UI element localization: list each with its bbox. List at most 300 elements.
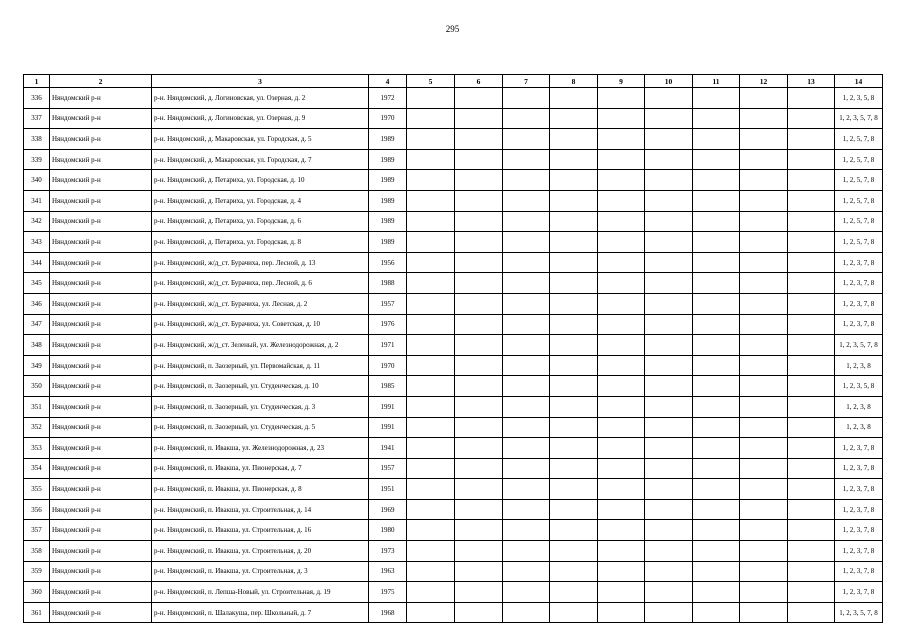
empty-cell (407, 273, 455, 294)
empty-cell (598, 108, 645, 129)
table-row (24, 561, 883, 582)
empty-cell (740, 396, 788, 417)
empty-cell (645, 252, 693, 273)
address-cell: р-н. Няндомский, п. Ивакша, ул. Строительная, д. 14 (152, 499, 369, 520)
empty-cell (645, 520, 693, 541)
empty-cell (693, 355, 740, 376)
empty-cell (407, 355, 455, 376)
empty-cell (645, 561, 693, 582)
empty-cell (550, 129, 598, 150)
empty-cell (788, 293, 835, 314)
empty-cell (788, 520, 835, 541)
empty-cell (503, 335, 550, 356)
empty-cell (407, 561, 455, 582)
empty-cell (550, 211, 598, 232)
empty-cell (455, 293, 503, 314)
district-cell: Няндомский р-н (50, 438, 152, 459)
empty-cell (503, 108, 550, 129)
empty-cell (693, 602, 740, 623)
year-cell: 1988 (369, 273, 407, 294)
empty-cell (788, 211, 835, 232)
empty-cell (788, 396, 835, 417)
table-row (24, 232, 883, 253)
empty-cell (693, 232, 740, 253)
empty-cell (598, 396, 645, 417)
empty-cell (693, 417, 740, 438)
row-number-cell: 361 (24, 602, 50, 623)
empty-cell (740, 479, 788, 500)
column-header: 12 (740, 75, 788, 88)
year-cell: 1989 (369, 170, 407, 191)
empty-cell (455, 273, 503, 294)
table-row (24, 273, 883, 294)
district-cell: Няндомский р-н (50, 129, 152, 150)
empty-cell (550, 88, 598, 109)
empty-cell (693, 541, 740, 562)
empty-cell (788, 88, 835, 109)
address-cell: р-н. Няндомский, п. Заозерный, ул. Первомайская, д. 11 (152, 355, 369, 376)
address-cell: р-н. Няндомский, д. Макаровская, ул. Городская, д. 7 (152, 149, 369, 170)
empty-cell (550, 561, 598, 582)
empty-cell (598, 541, 645, 562)
empty-cell (407, 232, 455, 253)
empty-cell (503, 190, 550, 211)
empty-cell (455, 170, 503, 191)
codes-cell: 1, 2, 3, 7, 8 (835, 582, 883, 603)
address-cell: р-н. Няндомский, д. Петариха, ул. Городская, д. 6 (152, 211, 369, 232)
codes-cell: 1, 2, 5, 7, 8 (835, 129, 883, 150)
empty-cell (550, 520, 598, 541)
district-cell: Няндомский р-н (50, 108, 152, 129)
empty-cell (645, 232, 693, 253)
empty-cell (503, 458, 550, 479)
table-row (24, 88, 883, 109)
empty-cell (788, 582, 835, 603)
table-row (24, 149, 883, 170)
address-cell: р-н. Няндомский, д. Петариха, ул. Городская, д. 4 (152, 190, 369, 211)
codes-cell: 1, 2, 3, 5, 7, 8 (835, 602, 883, 623)
year-cell: 1989 (369, 211, 407, 232)
empty-cell (693, 396, 740, 417)
empty-cell (598, 314, 645, 335)
row-number-cell: 350 (24, 376, 50, 397)
empty-cell (598, 602, 645, 623)
column-header: 3 (152, 75, 369, 88)
row-number-cell: 354 (24, 458, 50, 479)
row-number-cell: 340 (24, 170, 50, 191)
year-cell: 1991 (369, 396, 407, 417)
empty-cell (645, 396, 693, 417)
empty-cell (550, 355, 598, 376)
district-cell: Няндомский р-н (50, 499, 152, 520)
empty-cell (407, 170, 455, 191)
empty-cell (455, 108, 503, 129)
district-cell: Няндомский р-н (50, 211, 152, 232)
year-cell: 1969 (369, 499, 407, 520)
empty-cell (407, 293, 455, 314)
empty-cell (740, 88, 788, 109)
district-cell: Няндомский р-н (50, 479, 152, 500)
column-header: 6 (455, 75, 503, 88)
codes-cell: 1, 2, 3, 7, 8 (835, 458, 883, 479)
empty-cell (598, 293, 645, 314)
empty-cell (407, 520, 455, 541)
district-cell: Няндомский р-н (50, 541, 152, 562)
table-row (24, 108, 883, 129)
row-number-cell: 357 (24, 520, 50, 541)
empty-cell (598, 376, 645, 397)
empty-cell (598, 458, 645, 479)
empty-cell (645, 541, 693, 562)
empty-cell (407, 211, 455, 232)
empty-cell (455, 479, 503, 500)
empty-cell (407, 376, 455, 397)
table-row (24, 602, 883, 623)
empty-cell (788, 149, 835, 170)
empty-cell (598, 479, 645, 500)
address-cell: р-н. Няндомский, п. Заозерный, ул. Студенческая, д. 10 (152, 376, 369, 397)
empty-cell (645, 211, 693, 232)
empty-cell (550, 582, 598, 603)
table-row (24, 520, 883, 541)
column-header: 13 (788, 75, 835, 88)
empty-cell (598, 561, 645, 582)
codes-cell: 1, 2, 3, 7, 8 (835, 499, 883, 520)
empty-cell (645, 149, 693, 170)
district-cell: Няндомский р-н (50, 355, 152, 376)
empty-cell (740, 314, 788, 335)
address-cell: р-н. Няндомский, д. Петариха, ул. Городская, д. 8 (152, 232, 369, 253)
empty-cell (740, 293, 788, 314)
address-cell: р-н. Няндомский, п. Заозерный, ул. Студенческая, д. 5 (152, 417, 369, 438)
empty-cell (788, 108, 835, 129)
empty-cell (598, 520, 645, 541)
year-cell: 1989 (369, 149, 407, 170)
empty-cell (550, 376, 598, 397)
column-header: 9 (598, 75, 645, 88)
empty-cell (407, 396, 455, 417)
empty-cell (645, 438, 693, 459)
district-cell: Няндомский р-н (50, 190, 152, 211)
codes-cell: 1, 2, 3, 7, 8 (835, 479, 883, 500)
empty-cell (598, 232, 645, 253)
empty-cell (693, 129, 740, 150)
empty-cell (455, 396, 503, 417)
codes-cell: 1, 2, 3, 7, 8 (835, 541, 883, 562)
table-row (24, 355, 883, 376)
address-cell: р-н. Няндомский, ж/д_ст. Зеленый, ул. Железнодорожная, д. 2 (152, 335, 369, 356)
empty-cell (503, 149, 550, 170)
empty-cell (455, 211, 503, 232)
row-number-cell: 347 (24, 314, 50, 335)
empty-cell (407, 149, 455, 170)
empty-cell (788, 541, 835, 562)
empty-cell (693, 170, 740, 191)
empty-cell (550, 273, 598, 294)
empty-cell (598, 273, 645, 294)
header-row (24, 75, 883, 88)
empty-cell (455, 561, 503, 582)
district-cell: Няндомский р-н (50, 376, 152, 397)
empty-cell (407, 314, 455, 335)
column-header: 5 (407, 75, 455, 88)
empty-cell (550, 232, 598, 253)
empty-cell (503, 314, 550, 335)
empty-cell (598, 355, 645, 376)
codes-cell: 1, 2, 5, 7, 8 (835, 190, 883, 211)
empty-cell (407, 602, 455, 623)
district-cell: Няндомский р-н (50, 232, 152, 253)
district-cell: Няндомский р-н (50, 314, 152, 335)
empty-cell (503, 479, 550, 500)
empty-cell (598, 149, 645, 170)
address-cell: р-н. Няндомский, ж/д_ст. Бурачиха, ул. Советская, д. 10 (152, 314, 369, 335)
empty-cell (645, 190, 693, 211)
empty-cell (693, 479, 740, 500)
empty-cell (407, 335, 455, 356)
empty-cell (740, 541, 788, 562)
table-row (24, 170, 883, 191)
empty-cell (550, 479, 598, 500)
district-cell: Няндомский р-н (50, 561, 152, 582)
address-cell: р-н. Няндомский, д. Логиновская, ул. Озерная, д. 9 (152, 108, 369, 129)
empty-cell (503, 232, 550, 253)
table-row (24, 417, 883, 438)
empty-cell (598, 190, 645, 211)
row-number-cell: 348 (24, 335, 50, 356)
empty-cell (645, 376, 693, 397)
row-number-cell: 359 (24, 561, 50, 582)
empty-cell (598, 499, 645, 520)
empty-cell (550, 314, 598, 335)
empty-cell (645, 88, 693, 109)
empty-cell (693, 190, 740, 211)
row-number-cell: 360 (24, 582, 50, 603)
empty-cell (503, 396, 550, 417)
codes-cell: 1, 2, 3, 7, 8 (835, 314, 883, 335)
empty-cell (503, 417, 550, 438)
empty-cell (455, 129, 503, 150)
empty-cell (550, 170, 598, 191)
year-cell: 1970 (369, 355, 407, 376)
codes-cell: 1, 2, 3, 8 (835, 417, 883, 438)
district-cell: Няндомский р-н (50, 273, 152, 294)
empty-cell (407, 252, 455, 273)
empty-cell (693, 252, 740, 273)
empty-cell (740, 376, 788, 397)
empty-cell (740, 438, 788, 459)
row-number-cell: 339 (24, 149, 50, 170)
district-cell: Няндомский р-н (50, 88, 152, 109)
district-cell: Няндомский р-н (50, 293, 152, 314)
empty-cell (503, 252, 550, 273)
column-header: 2 (50, 75, 152, 88)
table-row (24, 499, 883, 520)
empty-cell (788, 438, 835, 459)
empty-cell (740, 520, 788, 541)
address-cell: р-н. Няндомский, ж/д_ст. Бурачиха, ул. Лесная, д. 2 (152, 293, 369, 314)
empty-cell (407, 438, 455, 459)
empty-cell (693, 211, 740, 232)
table-row (24, 458, 883, 479)
empty-cell (407, 458, 455, 479)
address-cell: р-н. Няндомский, д. Логиновская, ул. Озерная, д. 2 (152, 88, 369, 109)
empty-cell (645, 335, 693, 356)
row-number-cell: 345 (24, 273, 50, 294)
empty-cell (503, 582, 550, 603)
district-cell: Няндомский р-н (50, 335, 152, 356)
address-cell: р-н. Няндомский, п. Лепша-Новый, ул. Строительная, д. 19 (152, 582, 369, 603)
district-cell: Няндомский р-н (50, 458, 152, 479)
empty-cell (788, 252, 835, 273)
empty-cell (550, 541, 598, 562)
empty-cell (645, 479, 693, 500)
address-cell: р-н. Няндомский, п. Шалакуша, пер. Школьный, д. 7 (152, 602, 369, 623)
column-header: 7 (503, 75, 550, 88)
column-header: 8 (550, 75, 598, 88)
district-cell: Няндомский р-н (50, 252, 152, 273)
empty-cell (693, 293, 740, 314)
district-cell: Няндомский р-н (50, 396, 152, 417)
empty-cell (407, 582, 455, 603)
empty-cell (693, 149, 740, 170)
empty-cell (503, 273, 550, 294)
column-header: 14 (835, 75, 883, 88)
year-cell: 1980 (369, 520, 407, 541)
district-cell: Няндомский р-н (50, 170, 152, 191)
table-row (24, 396, 883, 417)
codes-cell: 1, 2, 5, 7, 8 (835, 170, 883, 191)
empty-cell (693, 438, 740, 459)
empty-cell (503, 88, 550, 109)
empty-cell (788, 190, 835, 211)
empty-cell (550, 252, 598, 273)
year-cell: 1970 (369, 108, 407, 129)
empty-cell (455, 232, 503, 253)
column-header: 4 (369, 75, 407, 88)
empty-cell (788, 561, 835, 582)
table-row (24, 376, 883, 397)
empty-cell (455, 582, 503, 603)
row-number-cell: 343 (24, 232, 50, 253)
empty-cell (455, 314, 503, 335)
district-cell: Няндомский р-н (50, 602, 152, 623)
empty-cell (503, 129, 550, 150)
address-cell: р-н. Няндомский, ж/д_ст. Бурачиха, пер. Лесной, д. 13 (152, 252, 369, 273)
district-cell: Няндомский р-н (50, 582, 152, 603)
empty-cell (598, 211, 645, 232)
year-cell: 1975 (369, 582, 407, 603)
district-cell: Няндомский р-н (50, 149, 152, 170)
table-row (24, 479, 883, 500)
empty-cell (693, 458, 740, 479)
codes-cell: 1, 2, 5, 7, 8 (835, 149, 883, 170)
row-number-cell: 338 (24, 129, 50, 150)
row-number-cell: 344 (24, 252, 50, 273)
empty-cell (455, 458, 503, 479)
empty-cell (788, 458, 835, 479)
row-number-cell: 342 (24, 211, 50, 232)
empty-cell (455, 417, 503, 438)
empty-cell (740, 211, 788, 232)
empty-cell (693, 314, 740, 335)
codes-cell: 1, 2, 5, 7, 8 (835, 232, 883, 253)
year-cell: 1971 (369, 335, 407, 356)
empty-cell (645, 602, 693, 623)
codes-cell: 1, 2, 3, 5, 8 (835, 88, 883, 109)
empty-cell (550, 458, 598, 479)
address-cell: р-н. Няндомский, ж/д_ст. Бурачиха, пер. Лесной, д. 6 (152, 273, 369, 294)
empty-cell (740, 190, 788, 211)
row-number-cell: 358 (24, 541, 50, 562)
empty-cell (550, 438, 598, 459)
address-cell: р-н. Няндомский, д. Петариха, ул. Городская, д. 10 (152, 170, 369, 191)
empty-cell (740, 170, 788, 191)
empty-cell (598, 129, 645, 150)
district-cell: Няндомский р-н (50, 520, 152, 541)
empty-cell (645, 293, 693, 314)
table-row (24, 190, 883, 211)
year-cell: 1989 (369, 232, 407, 253)
empty-cell (740, 602, 788, 623)
codes-cell: 1, 2, 3, 5, 7, 8 (835, 335, 883, 356)
empty-cell (788, 376, 835, 397)
district-cell: Няндомский р-н (50, 417, 152, 438)
codes-cell: 1, 2, 3, 5, 7, 8 (835, 108, 883, 129)
empty-cell (645, 417, 693, 438)
year-cell: 1957 (369, 293, 407, 314)
empty-cell (407, 88, 455, 109)
empty-cell (407, 499, 455, 520)
empty-cell (503, 355, 550, 376)
row-number-cell: 336 (24, 88, 50, 109)
empty-cell (550, 396, 598, 417)
empty-cell (455, 520, 503, 541)
table-row (24, 211, 883, 232)
empty-cell (788, 602, 835, 623)
empty-cell (455, 252, 503, 273)
codes-cell: 1, 2, 3, 7, 8 (835, 561, 883, 582)
year-cell: 1972 (369, 88, 407, 109)
codes-cell: 1, 2, 3, 5, 8 (835, 376, 883, 397)
empty-cell (788, 232, 835, 253)
empty-cell (788, 417, 835, 438)
row-number-cell: 337 (24, 108, 50, 129)
empty-cell (740, 335, 788, 356)
year-cell: 1951 (369, 479, 407, 500)
table-row (24, 314, 883, 335)
empty-cell (740, 561, 788, 582)
year-cell: 1968 (369, 602, 407, 623)
empty-cell (550, 417, 598, 438)
table-row (24, 129, 883, 150)
empty-cell (645, 582, 693, 603)
empty-cell (693, 88, 740, 109)
address-cell: р-н. Няндомский, п. Ивакша, ул. Строительная, д. 20 (152, 541, 369, 562)
empty-cell (693, 582, 740, 603)
empty-cell (693, 499, 740, 520)
empty-cell (598, 582, 645, 603)
year-cell: 1956 (369, 252, 407, 273)
table-row (24, 438, 883, 459)
empty-cell (598, 438, 645, 459)
empty-cell (788, 479, 835, 500)
empty-cell (455, 376, 503, 397)
empty-cell (645, 499, 693, 520)
address-cell: р-н. Няндомский, п. Ивакша, ул. Строительная, д. 3 (152, 561, 369, 582)
year-cell: 1991 (369, 417, 407, 438)
empty-cell (407, 190, 455, 211)
